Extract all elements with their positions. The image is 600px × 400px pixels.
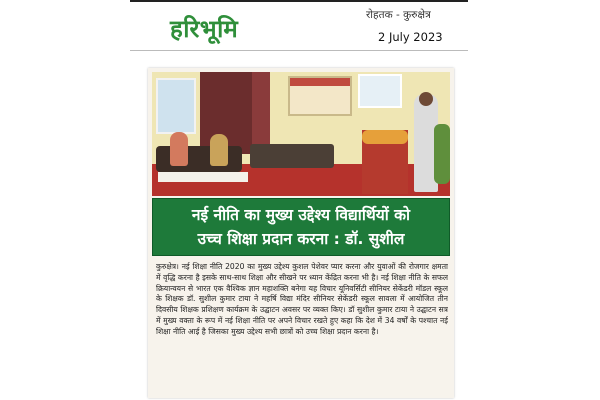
news-clipping (148, 68, 454, 398)
edition-label: रोहतक - कुरुक्षेत्र (366, 9, 431, 21)
projector-screen (358, 74, 402, 108)
headline-line-2: उच्च शिक्षा प्रदान करना : डॉ. सुशील (197, 230, 405, 248)
chairs (250, 144, 334, 168)
article-headline (152, 198, 450, 256)
window (156, 78, 196, 134)
table (158, 172, 248, 182)
curtain (252, 72, 270, 154)
headline-line-1: नई नीति का मुख्य उद्देश्य विद्यार्थियों को (191, 206, 411, 224)
seated-guest (170, 132, 188, 166)
stage-banner (288, 76, 352, 116)
article-body: कुरुक्षेत्र। नई शिक्षा नीति 2020 का मुख्य उद्देश्य कुशल पेशेवर प्यार करना और युवाओं की रोजगार क्षमता में वृद्धि करना है इसके साथ-साथ शिक्षा और सीखने पर ध्यान केंद्रित करना भी है। नई शिक्षा नीति के सफल क्रियान्वयन से भारत एक वैश्विक ज्ञान महाशक्ति बनेगा यह विचार यूनिवर्सिटी सीनियर सेकेंडरी मॉडल स्कूल के शिक्षक डॉ. सुशील कुमार टाया ने महर्षि विद्या मंदिर सीनियर सेकेंडरी स्कूल सावला में आयोजित तीन दिवसीय शिक्षक प्रशिक्षण कार्यक्रम के उद्घाटन अवसर पर व्यक्त किए। डॉ सुशील कुमार टाया ने उद्घाटन सत्र में मुख्य वक्ता के रूप में नई शिक्षा नीति पर अपने विचार रखते हुए कहा कि देश में 34 वर्षों के पश्चात नई शिक्षा नीति आई है जिसका मुख्य उद्देश्य सभी छात्रों को उच्च शिक्षा प्रदान करना है। (156, 262, 448, 336)
sofa (156, 146, 242, 172)
podium (362, 130, 408, 194)
event-photo (152, 72, 450, 196)
newspaper-logo: हरिभूमि (170, 15, 239, 43)
masthead-top-rule (130, 0, 468, 2)
publication-date: 2 July 2023 (378, 30, 443, 44)
seated-guest (210, 134, 228, 166)
masthead-divider (130, 50, 468, 51)
newspaper-masthead (130, 0, 468, 44)
plant (434, 124, 450, 184)
